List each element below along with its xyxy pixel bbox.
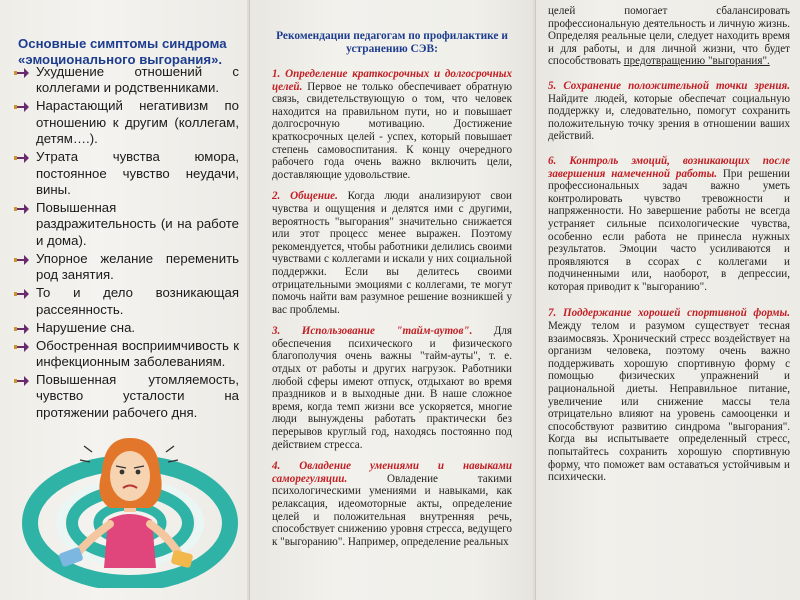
section-1-title: 1. Определение краткосрочных и долгосрочных целей.	[272, 68, 512, 93]
section-4-continued	[548, 5, 790, 68]
panel-recommendations-continued	[536, 0, 800, 600]
symptoms-title: Основные симптомы синдрома «эмоционального выгорания».	[18, 36, 227, 67]
list-item: Упорное желание переменить род занятия.	[14, 251, 239, 284]
arrow-bullet-icon	[14, 65, 30, 80]
panel-symptoms	[0, 0, 247, 600]
section-3-text: Для обеспечения психического и физического благополучия очень важны "тайм-ауты", т. е. отдых от работы и других нагрузок. Работники любой сферы имеют отпуск, отдыхают во время праздников и в выходные дни. В наше сложное время, когда темп жизни все ускоряется, многие люди вынуждены работать практически без перерывов круглый год, находясь постоянно под действием стресса.	[272, 325, 513, 451]
section-7-title: 7. Поддержание хорошей спортивной формы.	[548, 307, 790, 320]
panel-recommendations	[250, 0, 533, 600]
section-6-text: При решении профессиональных задач важно уметь контролировать чувство тревожности и напряженности. Но завершение работы не всегда устраняет сильные психологические чувства, особенно если работа не принесла нужных результатов. Эмоции часто усиливаются и проявляются в ссорах с коллегами и подчиненными или, наоборот, в депрессии, которая приводит к "выгоранию".	[548, 167, 790, 293]
section-4	[272, 460, 512, 548]
section-2-text: Когда люди анализируют свои чувства и ощущения и делятся ими с другими, вероятность "выгорания" значительно снижается или этот процесс менее выражен. Поэтому рекомендуется, чтобы работники делились своими чувствами с коллегами и искали у них социальной поддержки. Если вы делитесь своими отрицательными эмоциями с коллегами, те могут помочь найти вам разумное решение возникшей у вас проблемы.	[272, 190, 512, 316]
arrow-bullet-icon	[14, 150, 30, 165]
recommendations-heading: Рекомендации педагогам по профилактике и устранению СЭВ:	[276, 30, 508, 55]
section-4-continued-underlined: предотвращению "выгорания".	[623, 55, 770, 68]
section-4-text: Овладение такими психологическими умениями и навыками, как релаксация, идеомоторные акты, определение целей и положительная внутренняя речь, способствует снижению уровня стресса, ведущего к "выгоранию". Например, определение реальных	[272, 472, 512, 548]
arrow-bullet-icon	[14, 286, 30, 301]
section-4-continued-text: целей помогает сбалансировать профессиональную деятельность и личную жизнь. Определяя реальные цели, следует находить время и для работы, и для личной жизни, что будет способствовать	[548, 5, 790, 68]
list-item: Нарастающий негативизм по отношению к другим (коллегам, детям….).	[14, 98, 239, 147]
section-3	[272, 325, 512, 451]
stressed-woman-illustration	[20, 428, 240, 588]
section-6	[548, 155, 790, 294]
section-1-text: Первое не только обеспечивает обратную связь, свидетельствующую о том, что человек находится на правильном пути, но и повышает долгосрочную мотивацию. Достижение краткосрочных целей - успех, который повышает степень самовоспитания. К концу очередного рабочего года очень важно включить цели, доставляющие удовольствие.	[272, 80, 512, 181]
section-2-title: 2. Общение.	[272, 190, 338, 203]
recommendations-column	[272, 30, 512, 557]
recommendations-continued-column	[548, 5, 790, 493]
section-7	[548, 307, 790, 483]
section-5-title: 5. Сохранение положительной точки зрения.	[548, 79, 790, 92]
arrow-bullet-icon	[14, 373, 30, 388]
list-item: Ухудшение отношений с коллегами и родственниками.	[14, 64, 239, 97]
arrow-bullet-icon	[14, 201, 30, 216]
arrow-bullet-icon	[14, 321, 30, 336]
section-5	[548, 80, 790, 143]
section-5-text: Найдите людей, которые обеспечат социальную поддержку и, следовательно, помогут сохранить положительную точку зрения в отношении ваших действий.	[548, 92, 790, 143]
section-1	[272, 68, 512, 181]
section-3-title: 3. Использование "тайм-аутов".	[272, 325, 473, 338]
section-4-title: 4. Овладение умениями и навыками саморегуляции.	[272, 460, 512, 485]
section-2	[272, 190, 512, 316]
arrow-bullet-icon	[14, 339, 30, 354]
list-item: То и дело возникающая рассеянность.	[14, 285, 239, 318]
section-6-title: 6. Контроль эмоций, возникающих после завершения намеченной работы.	[548, 154, 790, 180]
list-item: Утрата чувства юмора, постоянное чувство неудачи, вины.	[14, 149, 239, 198]
section-7-text: Между телом и разумом существует тесная взаимосвязь. Хронический стресс воздействует на организм человека, поэтому очень важно поддерживать хорошую спортивную форму с помощью физических упражнений и рациональной диеты. Неправильное питание, увеличение или снижение массы тела отрицательно влияют на уровень самооценки и способствуют развитию синдрома "выгорания". Когда вы испытываете определенный стресс, попытайтесь сохранить хорошую спортивную форму, что поможет вам оставаться устойчивым и психически.	[548, 320, 790, 484]
symptoms-list	[14, 64, 239, 423]
list-item: Повышенная утомляемость, чувство усталости на протяжении рабочего дня.	[14, 372, 239, 421]
list-item: Обостренная восприимчивость к инфекционным заболеваниям.	[14, 338, 239, 371]
list-item: Нарушение сна.	[14, 320, 239, 336]
arrow-bullet-icon	[14, 252, 30, 267]
list-item: Повышенная раздражительность (и на работе и дома).	[14, 200, 239, 249]
arrow-bullet-icon	[14, 99, 30, 114]
